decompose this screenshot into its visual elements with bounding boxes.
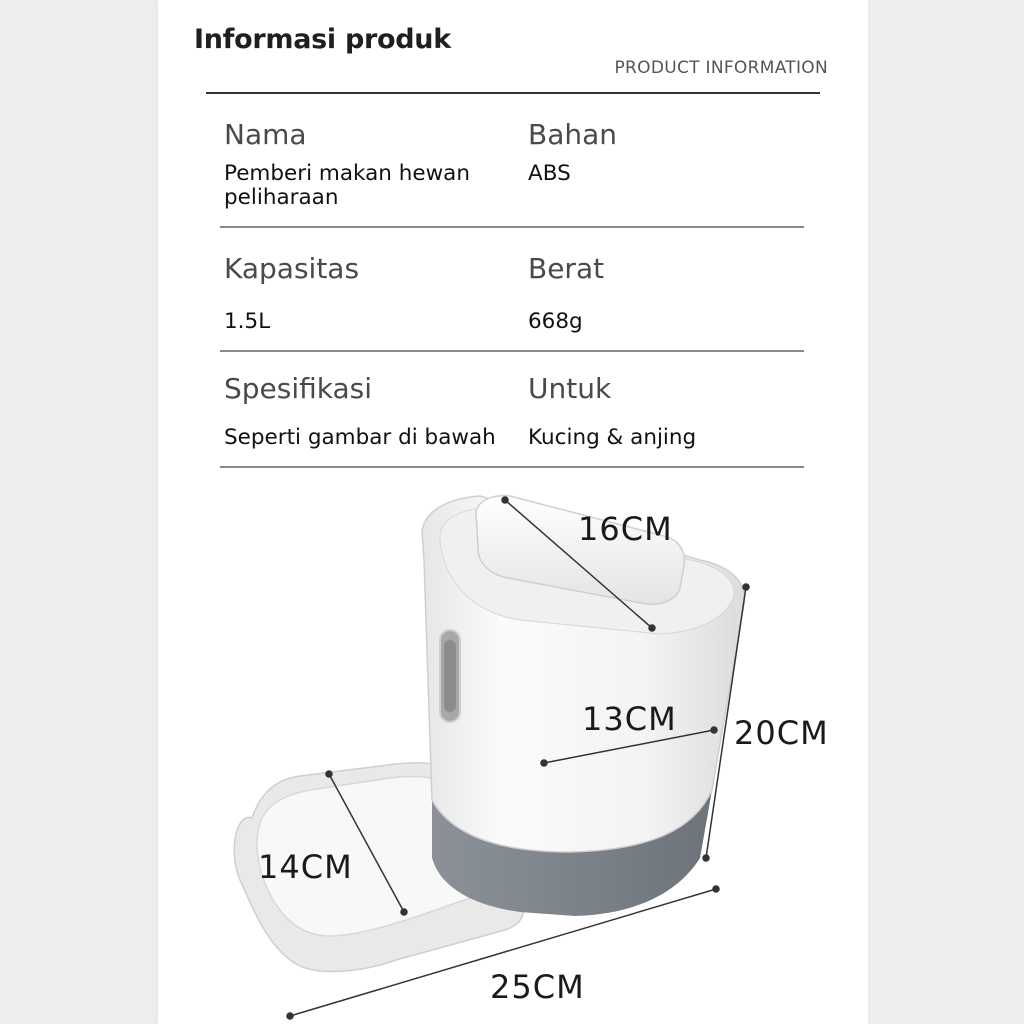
spec-value: Kucing & anjing xyxy=(528,425,697,450)
spec-value: ABS xyxy=(528,161,571,186)
spec-label: Nama xyxy=(224,118,307,151)
spec-value: 668g xyxy=(528,309,583,334)
spec-label: Spesifikasi xyxy=(224,372,373,405)
spec-value: 1.5L xyxy=(224,309,271,334)
spec-label: Untuk xyxy=(528,372,612,405)
spec-value: Seperti gambar di bawah xyxy=(224,425,496,450)
dimension-height-label: 20CM xyxy=(734,714,829,752)
spec-label: Kapasitas xyxy=(224,252,360,285)
spec-value: Pemberi makan hewan peliharaan xyxy=(224,161,470,210)
spec-label: Bahan xyxy=(528,118,618,151)
dimension-length-label: 25CM xyxy=(490,968,585,1006)
dimension-tray-label: 14CM xyxy=(258,848,353,886)
spec-label: Berat xyxy=(528,252,605,285)
page-subtitle: PRODUCT INFORMATION xyxy=(614,58,828,78)
dimension-top-label: 16CM xyxy=(578,510,673,548)
dimension-width-label: 13CM xyxy=(582,700,677,738)
page-title: Informasi produk xyxy=(194,24,451,55)
